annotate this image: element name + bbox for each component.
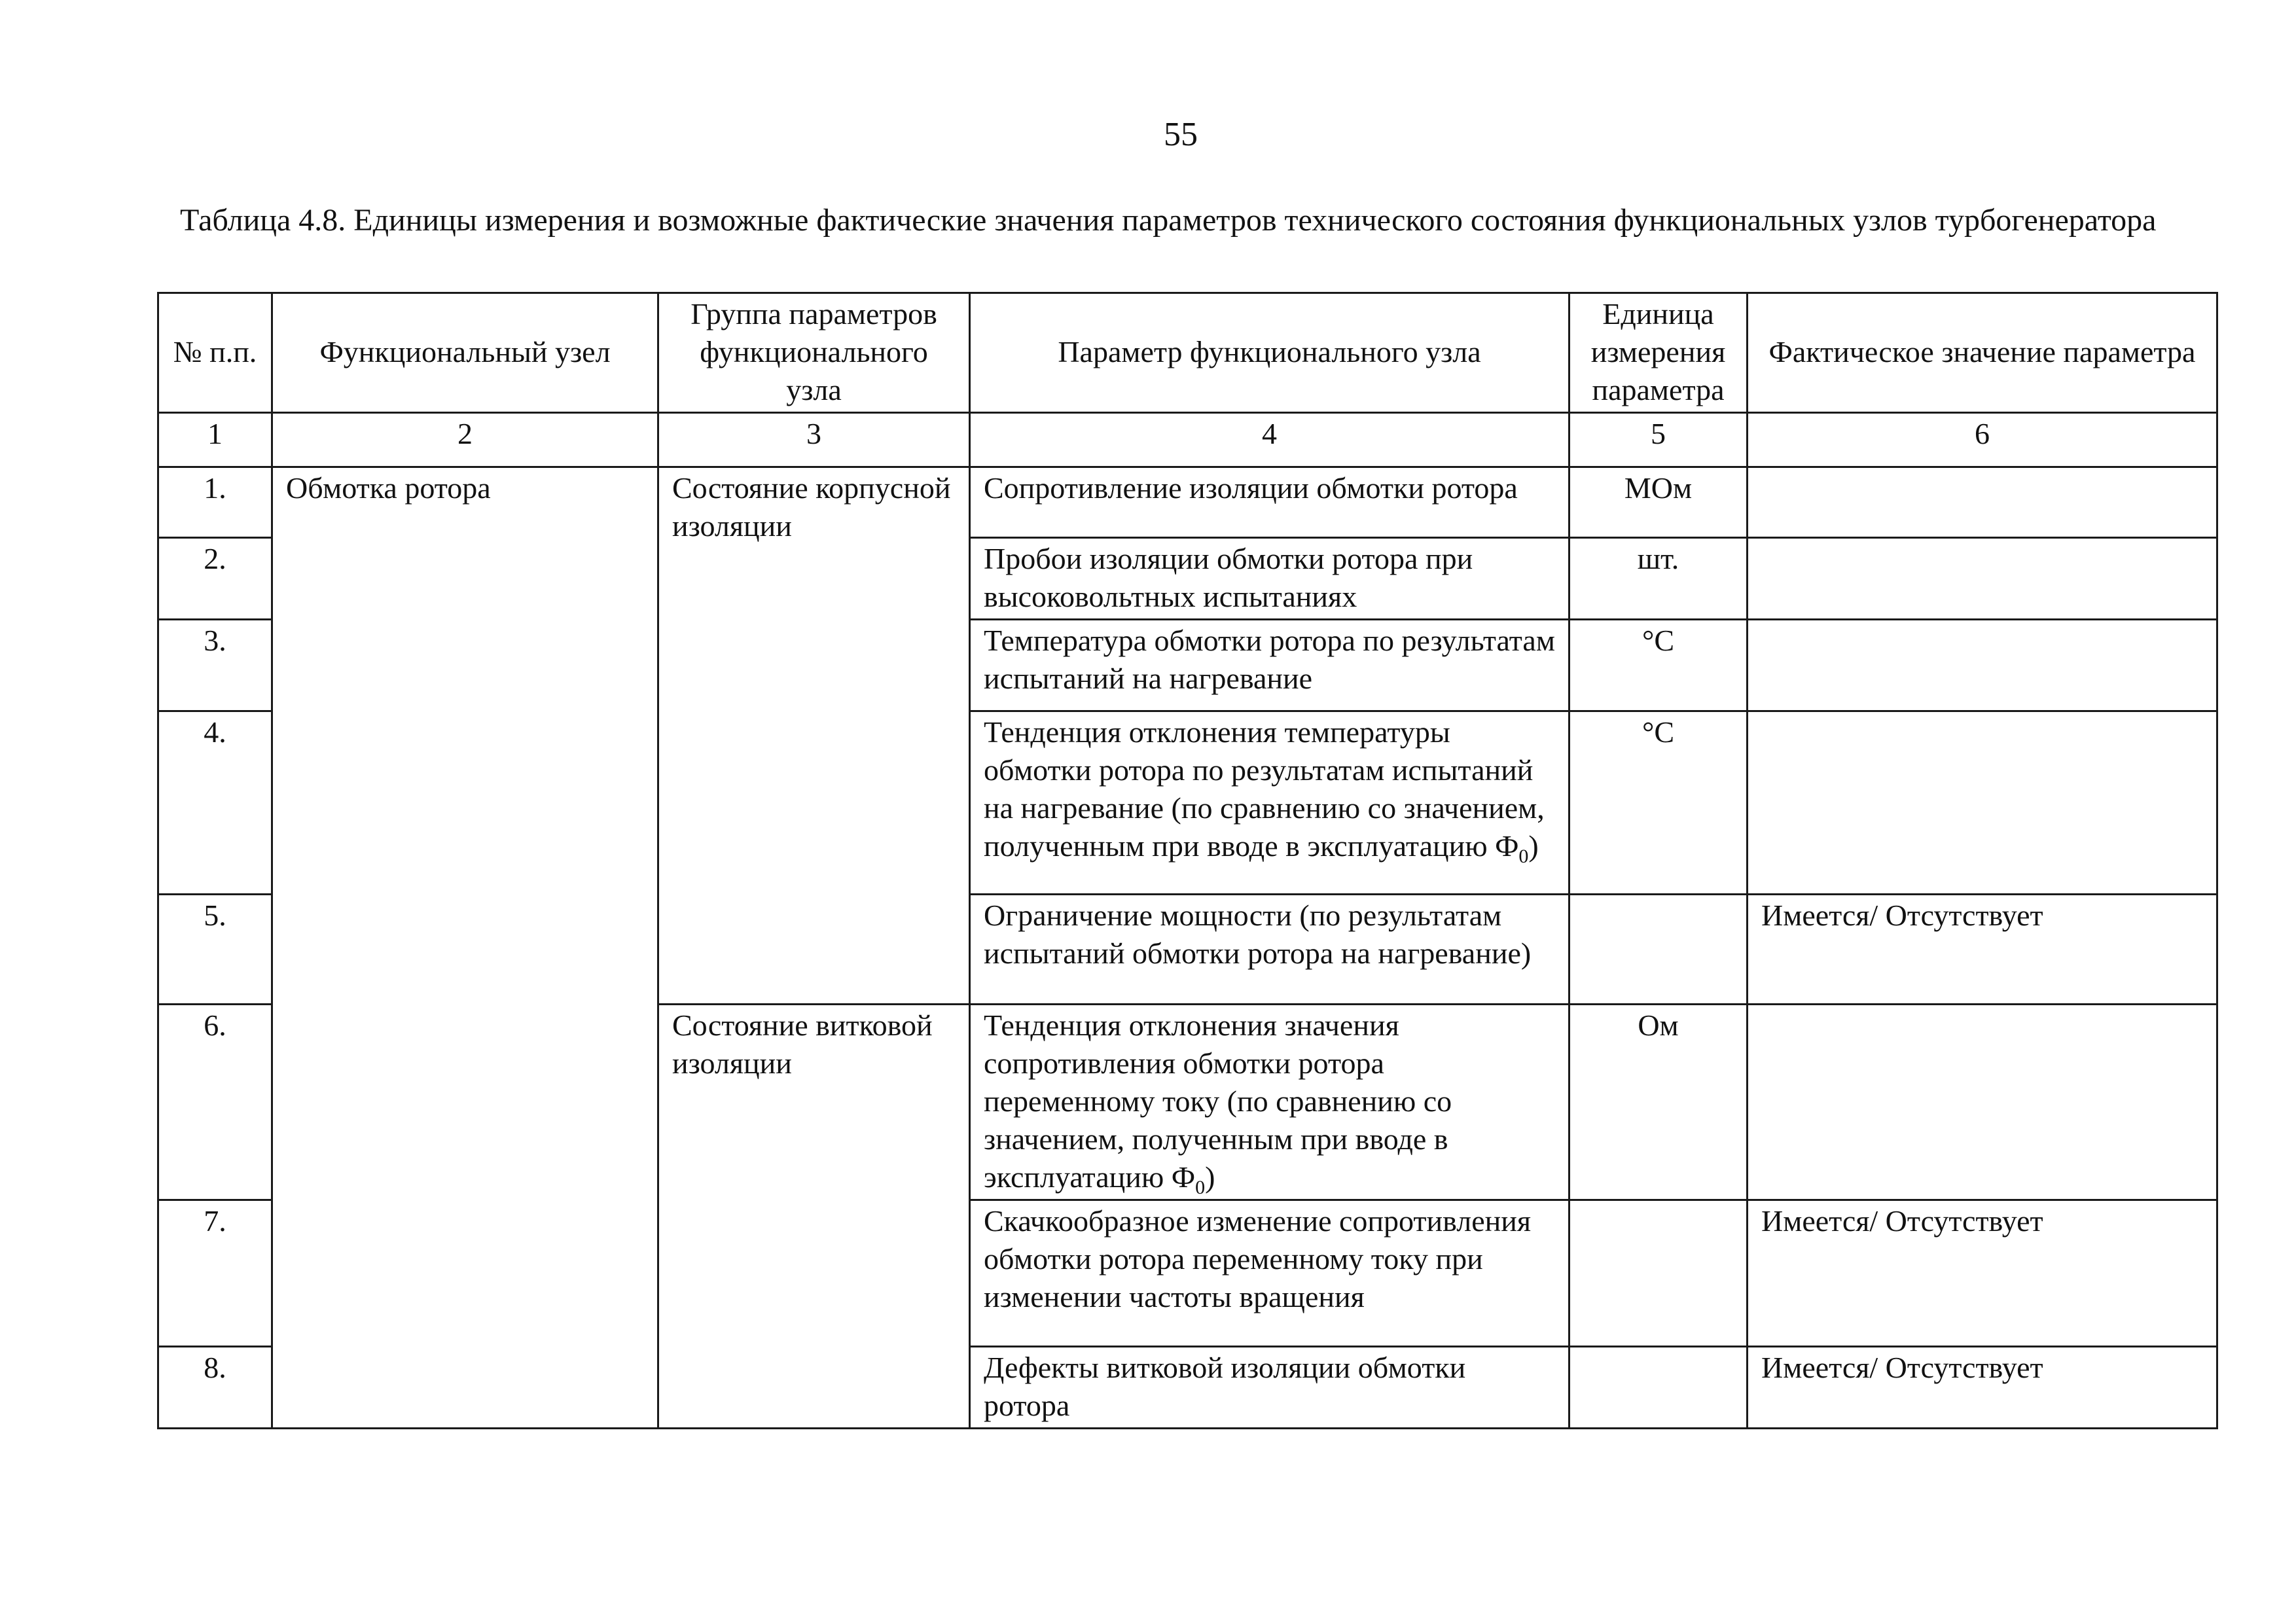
parameter-group-cell: Состояние витковой изоляции xyxy=(658,1005,970,1429)
table-row xyxy=(158,467,2217,538)
row-number: 8. xyxy=(158,1347,272,1429)
row-number: 7. xyxy=(158,1200,272,1347)
parameter-cell: Скачкообразное изменение сопротивления обмотки ротора переменному току при изменении частоты вращения xyxy=(970,1200,1570,1347)
parameter-group-cell: Состояние корпусной изоляции xyxy=(658,467,970,1005)
column-number: 1 xyxy=(158,413,272,467)
parameter-cell: Сопротивление изоляции обмотки ротора xyxy=(970,467,1570,538)
unit-cell xyxy=(1570,1347,1748,1429)
column-number: 2 xyxy=(272,413,658,467)
value-cell xyxy=(1748,1005,2217,1200)
row-number: 2. xyxy=(158,538,272,620)
subscript-zero: 0 xyxy=(1195,1177,1206,1199)
row-number: 3. xyxy=(158,620,272,711)
column-number: 5 xyxy=(1570,413,1748,467)
unit-cell: Ом xyxy=(1570,1005,1748,1200)
value-cell: Имеется/ Отсутствует xyxy=(1748,1200,2217,1347)
row-number: 4. xyxy=(158,711,272,895)
parameters-table xyxy=(157,292,2218,1429)
column-number: 6 xyxy=(1748,413,2217,467)
parameter-cell xyxy=(970,1005,1570,1200)
parameter-cell: Дефекты витковой изоляции обмотки ротора xyxy=(970,1347,1570,1429)
table-caption: Таблица 4.8. Единицы измерения и возможные фактические значения параметров технического состояния функциональных узлов турбогенератора xyxy=(180,203,2157,238)
header-node: Функциональный узел xyxy=(272,293,658,413)
parameter-cell: Пробои изоляции обмотки ротора при высоковольтных испытаниях xyxy=(970,538,1570,620)
header-no: № п.п. xyxy=(158,293,272,413)
header-parameter: Параметр функционального узла xyxy=(970,293,1570,413)
parameter-text: Тенденция отклонения значения сопротивления обмотки ротора переменному току (по сравнению со значением, полученным при вводе в эксплуатацию Ф xyxy=(984,1008,1452,1194)
header-group: Группа параметров функционального узла xyxy=(658,293,970,413)
column-number: 3 xyxy=(658,413,970,467)
column-number: 4 xyxy=(970,413,1570,467)
header-value: Фактическое значение параметра xyxy=(1748,293,2217,413)
table-header-row xyxy=(158,293,2217,413)
unit-cell xyxy=(1570,1200,1748,1347)
row-number: 6. xyxy=(158,1005,272,1200)
row-number: 1. xyxy=(158,467,272,538)
parameter-cell: Ограничение мощности (по результатам испытаний обмотки ротора на нагревание) xyxy=(970,895,1570,1005)
functional-node-cell: Обмотка ротора xyxy=(272,467,658,1429)
unit-cell: °С xyxy=(1570,620,1748,711)
parameter-text-tail: ) xyxy=(1528,829,1539,863)
parameter-text-tail: ) xyxy=(1205,1160,1215,1194)
unit-cell: МОм xyxy=(1570,467,1748,538)
row-number: 5. xyxy=(158,895,272,1005)
parameter-cell xyxy=(970,711,1570,895)
value-cell: Имеется/ Отсутствует xyxy=(1748,895,2217,1005)
unit-cell: шт. xyxy=(1570,538,1748,620)
parameter-text: Тенденция отклонения температуры обмотки ротора по результатам испытаний на нагревание (по сравнению со значением, полученным при вводе в эксплуатацию Ф xyxy=(984,715,1545,863)
value-cell xyxy=(1748,538,2217,620)
parameter-cell: Температура обмотки ротора по результатам испытаний на нагревание xyxy=(970,620,1570,711)
subscript-zero: 0 xyxy=(1518,846,1529,868)
value-cell: Имеется/ Отсутствует xyxy=(1748,1347,2217,1429)
value-cell xyxy=(1748,711,2217,895)
value-cell xyxy=(1748,620,2217,711)
page-number: 55 xyxy=(1164,116,1198,153)
unit-cell: °С xyxy=(1570,711,1748,895)
unit-cell xyxy=(1570,895,1748,1005)
column-number-row xyxy=(158,413,2217,467)
header-unit: Единица измерения параметра xyxy=(1570,293,1748,413)
value-cell xyxy=(1748,467,2217,538)
